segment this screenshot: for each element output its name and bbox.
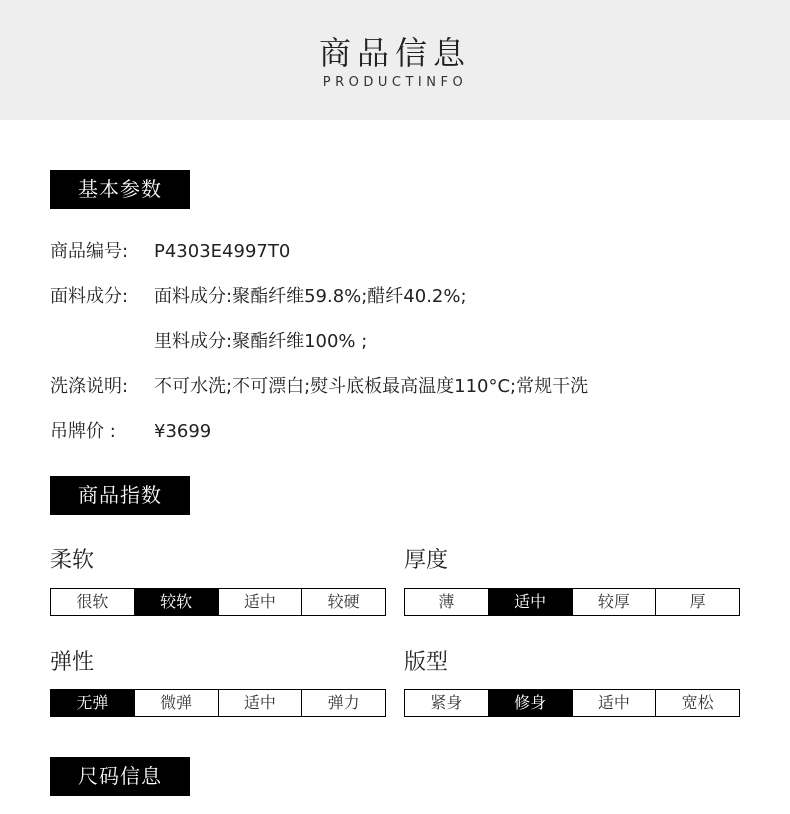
scale-option-thickness-0: 薄 <box>405 589 489 615</box>
index-title-softness: 柔软 <box>50 548 95 573</box>
scale-option-elasticity-0: 无弹 <box>51 690 135 716</box>
param-value: 里料成分:聚酯纤维100% ; <box>154 331 368 352</box>
scale-option-fit-0: 紧身 <box>405 690 489 716</box>
index-title-elasticity: 弹性 <box>50 650 95 675</box>
section-product-index: 商品指数 <box>50 476 190 515</box>
scale-option-elasticity-1: 微弹 <box>135 690 219 716</box>
param-lining <box>50 327 367 353</box>
scale-fit <box>404 689 740 717</box>
page-title: 商品信息 <box>318 34 471 72</box>
scale-option-softness-1: 较软 <box>135 589 219 615</box>
param-value: ¥3699 <box>154 421 212 442</box>
scale-option-softness-0: 很软 <box>51 589 135 615</box>
scale-option-fit-3: 宽松 <box>656 690 739 716</box>
scale-option-fit-2: 适中 <box>573 690 657 716</box>
section-size-info: 尺码信息 <box>50 757 190 796</box>
param-label: 面料成分: <box>50 286 129 307</box>
param-value: P4303E4997T0 <box>154 241 291 262</box>
param-price <box>50 417 211 443</box>
param-washing <box>50 372 588 398</box>
section-basic-params: 基本参数 <box>50 170 190 209</box>
param-label: 吊牌价 : <box>50 421 116 442</box>
product-info-header <box>0 0 790 120</box>
scale-option-thickness-2: 较厚 <box>573 589 657 615</box>
page-subtitle: PRODUCTINFO <box>322 75 468 90</box>
index-title-thickness: 厚度 <box>404 548 449 573</box>
scale-option-fit-1: 修身 <box>489 690 573 716</box>
scale-option-softness-2: 适中 <box>219 589 303 615</box>
index-title-fit: 版型 <box>404 650 449 675</box>
scale-elasticity <box>50 689 386 717</box>
param-value: 不可水洗;不可漂白;熨斗底板最高温度110°C;常规干洗 <box>154 376 589 397</box>
scale-option-thickness-1: 适中 <box>489 589 573 615</box>
param-label: 洗涤说明: <box>50 376 129 397</box>
scale-softness <box>50 588 386 616</box>
param-label: 商品编号: <box>50 241 129 262</box>
param-product-code <box>50 237 290 263</box>
scale-option-softness-3: 较硬 <box>302 589 385 615</box>
param-fabric <box>50 282 467 308</box>
scale-option-elasticity-2: 适中 <box>219 690 303 716</box>
scale-option-thickness-3: 厚 <box>656 589 739 615</box>
scale-option-elasticity-3: 弹力 <box>302 690 385 716</box>
scale-thickness <box>404 588 740 616</box>
param-value: 面料成分:聚酯纤维59.8%;醋纤40.2%; <box>154 286 467 307</box>
